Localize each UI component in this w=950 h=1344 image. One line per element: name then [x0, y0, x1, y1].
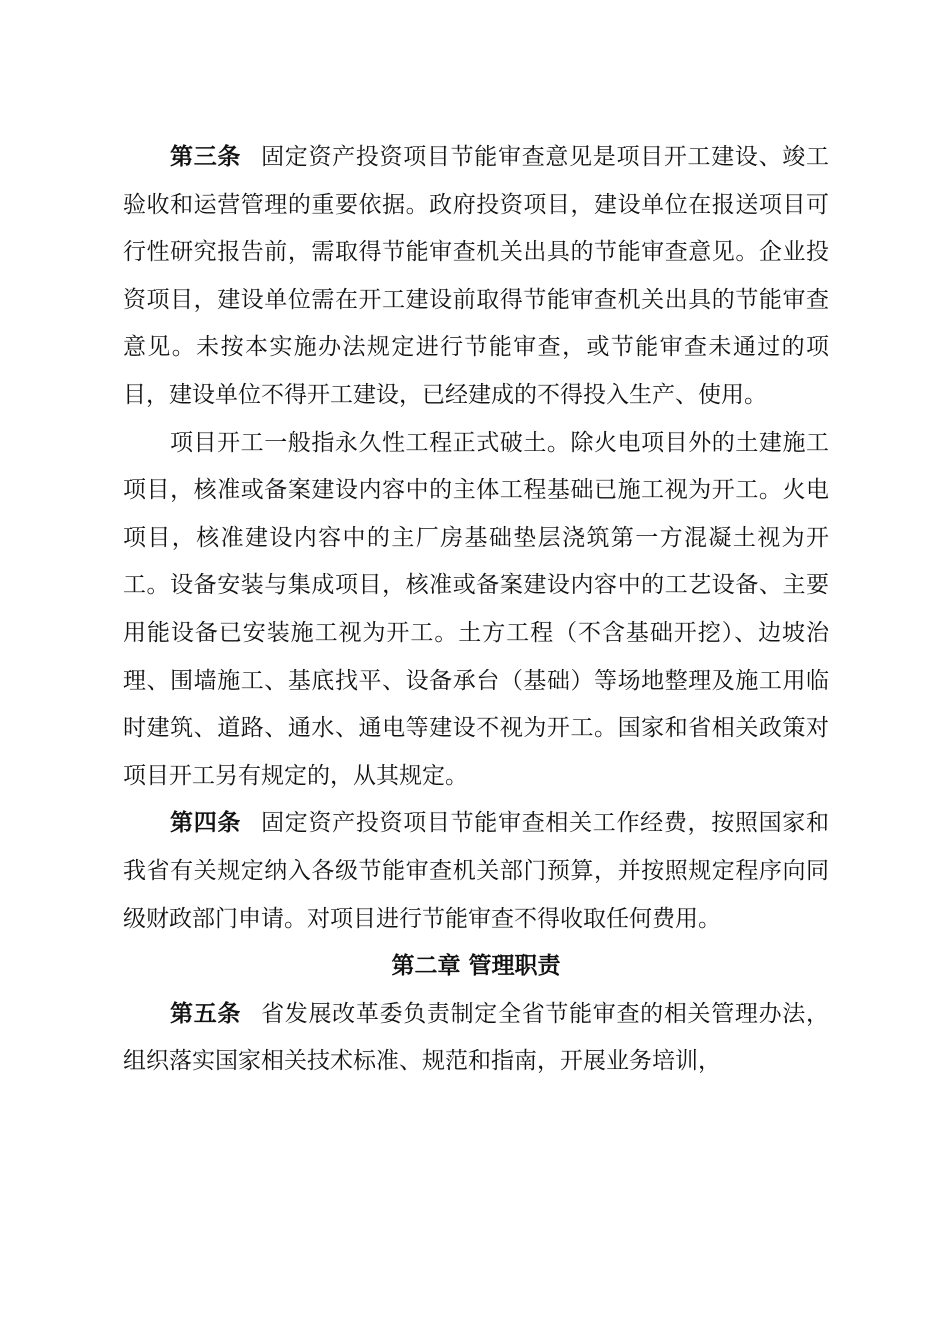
chapter-heading: 第二章 管理职责 — [391, 953, 561, 980]
article-4-text: 固定资产投资项目节能审查相关工作经费，按照国家和我省有关规定纳入各级节能审查机关部门预算，并按照规定程序向同级财政部门申请。对项目进行节能审查不得收取任何费用。 — [123, 810, 830, 932]
article-5-label: 第五条 — [170, 1000, 242, 1027]
article-3-text: 固定资产投资项目节能审查意见是项目开工建设、竣工验收和运营管理的重要依据。政府投资项目，建设单位在报送项目可行性研究报告前，需取得节能审查机关出具的节能审查意见。企业投资项目，建设单位需在开工建设前取得节能审查机关出具的节能审查意见。未按本实施办法规定进行节能审查，或节能审查未通过的项目，建设单位不得开工建设，已经建成的不得投入生产、使用。 — [123, 144, 830, 408]
article-5-text: 省发展改革委负责制定全省节能审查的相关管理办法，组织落实国家相关技术标准、规范和指南，开展业务培训， — [123, 1000, 830, 1075]
article-3-paragraph — [123, 134, 829, 420]
project-start-paragraph — [123, 420, 829, 801]
document-page — [123, 134, 829, 1086]
article-4-paragraph — [123, 800, 829, 943]
project-start-text: 项目开工一般指永久性工程正式破土。除火电项目外的土建施工项目，核准或备案建设内容中的主体工程基础已施工视为开工。火电项目，核准建设内容中的主厂房基础垫层浇筑第一方混凝土视为开工。设备安装与集成项目，核准或备案建设内容中的工艺设备、主要用能设备已安装施工视为开工。土方工程（不含基础开挖）、边坡治理、围墙施工、基底找平、设备承台（基础）等场地整理及施工用临时建筑、道路、通水、通电等建设不视为开工。国家和省相关政策对项目开工另有规定的，从其规定。 — [123, 429, 829, 789]
article-3-label: 第三条 — [170, 144, 242, 170]
article-4-label: 第四条 — [170, 810, 242, 837]
article-5-paragraph — [123, 991, 829, 1086]
